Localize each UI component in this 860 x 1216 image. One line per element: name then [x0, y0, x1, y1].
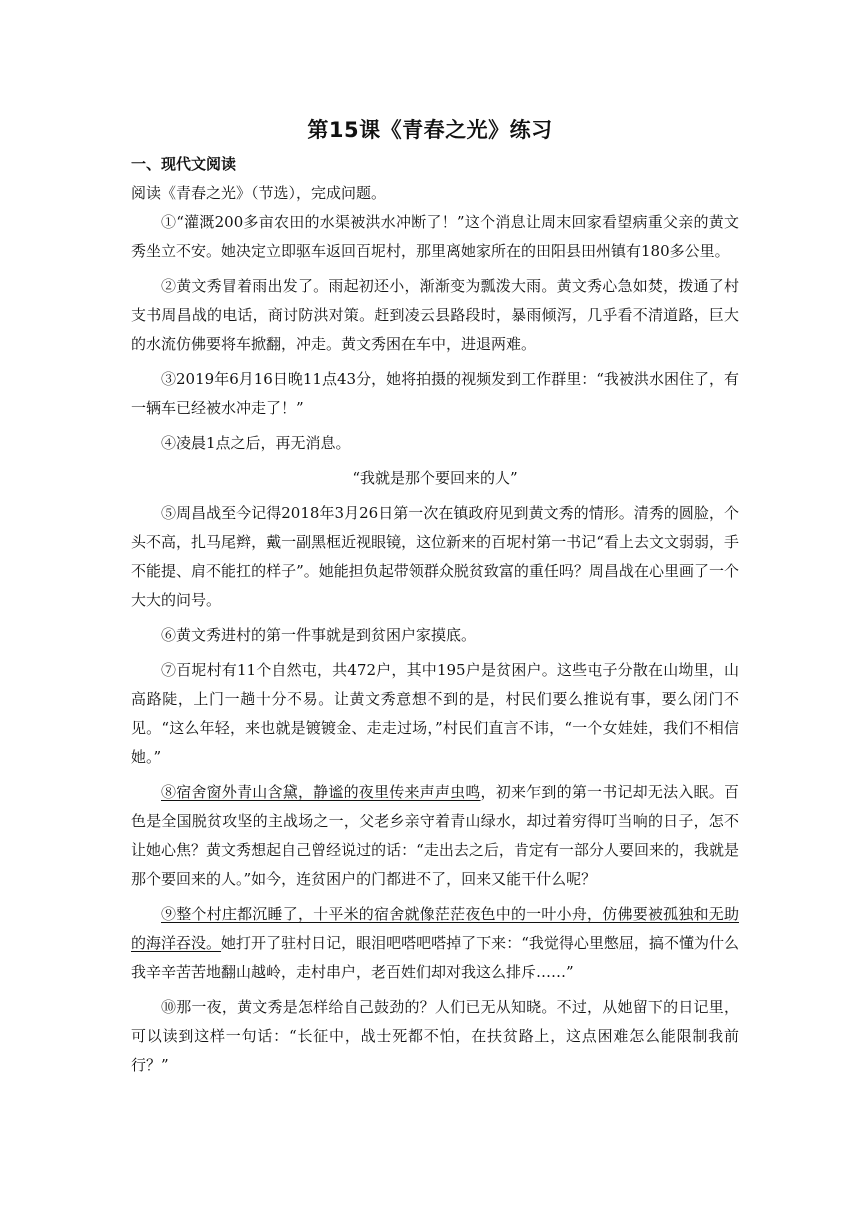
underlined-sentence-9: ⑨整个村庄都沉睡了，十平米的宿舍就像茫茫夜色中的一叶小舟，仿佛要被孤独和无助的海洋吞没。 — [131, 905, 739, 952]
underlined-sentence-8: ⑧宿舍窗外青山含黛，静谧的夜里传来声声虫鸣 — [161, 783, 481, 801]
paragraph-4: ④凌晨1点之后，再无消息。 — [161, 434, 351, 452]
section-subheading: “我就是那个要回来的人” — [352, 469, 518, 487]
paragraph-1: ①“灌溉200多亩农田的水渠被洪水冲断了！”这个消息让周末回家看望病重父亲的黄文秀坐立不安。她决定立即驱车返回百坭村，那里离她家所在的田阳县田州镇有180多公里。 — [131, 213, 739, 260]
page-title: 第15课《青春之光》练习 — [307, 118, 553, 142]
paragraph-10: ⑩那一夜，黄文秀是怎样给自己鼓劲的？人们已无从知晓。不过，从她留下的日记里，可以读到这样一句话：“长征中，战士死都不怕，在扶贫路上，这点困难怎么能限制我前行？” — [131, 998, 739, 1074]
reading-instruction: 阅读《青春之光》（节选），完成问题。 — [131, 184, 387, 202]
paragraph-5: ⑤周昌战至今记得2018年3月26日第一次在镇政府见到黄文秀的情形。清秀的圆脸，个头不高，扎马尾辫，戴一副黑框近视眼镜，这位新来的百坭村第一书记“看上去文文弱弱，手不能提、肩不能扛的样子”。她能担负起带领群众脱贫致富的重任吗？周昌战在心里画了一个大大的问号。 — [131, 504, 739, 609]
document-body — [131, 150, 739, 1086]
paragraph-8 — [131, 778, 739, 894]
paragraph-8-text: ，初来乍到的第一书记却无法入眠。百色是全国脱贫攻坚的主战场之一，父老乡亲守着青山绿水，却过着穷得叮当响的日子，怎不让她心焦？黄文秀想起自己曾经说过的话：“走出去之后，肯定有一部分人要回来的，我就是那个要回来的人。”如今，连贫困户的门都进不了，回来又能干什么呢？ — [131, 783, 739, 888]
paragraph-2: ②黄文秀冒着雨出发了。雨起初还小，渐渐变为瓢泼大雨。黄文秀心急如焚，拨通了村支书周昌战的电话，商讨防洪对策。赶到凌云县路段时，暴雨倾泻，几乎看不清道路，巨大的水流仿佛要将车掀翻，冲走。黄文秀困在车中，进退两难。 — [131, 277, 739, 353]
paragraph-7: ⑦百坭村有11个自然屯，共472户，其中195户是贫困户。这些屯子分散在山坳里，山高路陡，上门一趟十分不易。让黄文秀意想不到的是，村民们要么推说有事，要么闭门不见。“这么年轻，来也就是镀镀金、走走过场，”村民们直言不讳，“一个女娃娃，我们不相信她。” — [131, 661, 739, 766]
paragraph-6: ⑥黄文秀进村的第一件事就是到贫困户家摸底。 — [161, 626, 477, 644]
paragraph-9-text: 她打开了驻村日记，眼泪吧嗒吧嗒掉了下来：“我觉得心里憋屈，搞不懂为什么我辛辛苦苦地翻山越岭，走村串户，老百姓们却对我这么排斥……” — [131, 934, 739, 981]
paragraph-9 — [131, 900, 739, 987]
section-heading: 一、现代文阅读 — [131, 155, 237, 173]
paragraph-3: ③2019年6月16日晚11点43分，她将拍摄的视频发到工作群里：“我被洪水困住了，有一辆车已经被水冲走了！” — [131, 370, 739, 417]
